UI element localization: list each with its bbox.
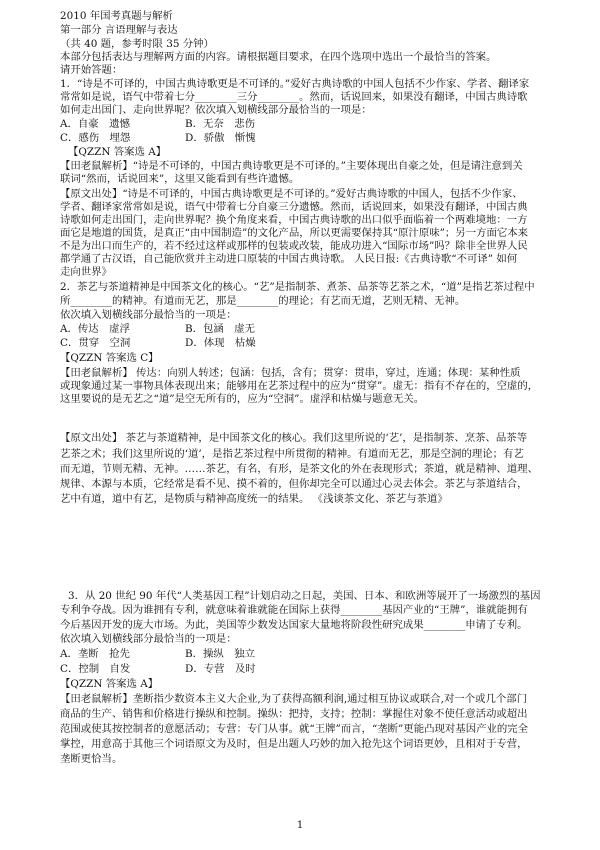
q2-explanation-line: 这里要说的是无艺之“道”是空无所有的，应为“空洞”。虚浮和枯燥与题意无关。 [60,393,425,405]
q1-answer: 【QZZN 答案选 A】 [68,146,167,158]
q1-explanation-line: 【田老鼠解析】“诗是不可译的，中国古典诗歌更是不可译的。”主要体现出自豪之处，但是请注意到关 [60,160,523,172]
q2-source-line: 而无道，节则无精、无神。……茶艺，有名，有形，是茶文化的外在表现形式；茶道，就是精神、道理、 [60,463,538,475]
q1-source-line: 走向世界》 [60,266,112,278]
q2-explanation-line: 或现象通过某一事物具体表现出来；能够用在艺茶过程中的应为“贯穿”。虚无：指有不存在的，空虚的， [60,380,539,392]
page-number: 1 [296,820,304,831]
q3-explanation-line: 掌控，用意高于其他三个词语原文为及时，但是出题人巧妙的加入抢先这个词语更妙，且相对于专营， [60,738,528,750]
q1-source-line: 学者、翻译家常常如是说，语气中带着七分自豪三分遗憾。然而，话说回来，如果没有翻译，中国古典 [60,201,528,213]
q3-stem-line: 专利争夺战。因为谁拥有专利，就意味着谁就能在国际上获得________基因产业的“王牌”，谁就能拥有 [60,604,528,616]
q3-explanation-line: 【田老鼠解析】垄断指少数资本主义大企业,为了获得高额利润,通过相互协议或联合,对一个或几个部门 [60,693,528,705]
q2-source-line: 艺中有道，道中有艺，是物质与精神高度统一的结果。 《浅谈茶文化、茶艺与茶道》 [60,493,448,505]
q2-stem-line: 所________的精神。有道而无艺，那是________的理论；有艺而无道，艺则无精、无神。 [60,295,466,307]
q3-option-d: D．专营 及时 [185,663,256,675]
q2-stem-line: 依次填入划横线部分最恰当的一项是： [60,309,237,321]
q1-source-line: 都学通了古汉语，自己能欣赏并主动进口原装的中国古典诗歌。 人民日报:《古典诗歌“不可译” 如何 [60,253,518,265]
q3-option-a: A．垄断 抢先 [60,648,130,660]
q2-answer: 【QZZN 答案选 C】 [60,352,159,364]
q1-stem-line: 如何走出国门、走向世界呢？依次填入划横线部分最恰当的一项是： [60,104,372,116]
q2-source-line: 【原文出处】 茶艺与茶道精神，是中国茶文化的核心。我们这里所说的‘艺’，是指制茶、烹茶、品茶等 [60,432,528,444]
q2-option-b: B．包涵 虚无 [185,323,255,335]
q2-source-line: 规律、本源与本质，它经常是看不见、摸不着的，但你却完全可以通过心灵去体会。茶艺与茶道结合， [60,478,528,490]
q1-option-a: A．自豪 遗憾 [60,118,130,130]
q3-option-b: B．操纵 独立 [185,648,255,660]
q1-source-line: 面它是地道的国货，是真正“由中国制造”的文化产品，所以更需要保持其“原汁原味”；另一方面它本来 [60,227,529,239]
q2-source-line: 艺茶之术；我们这里所说的‘道’，是指艺茶过程中所贯彻的精神。有道而无艺，那是空洞的理论；有艺 [60,448,524,460]
q1-stem-line: 1．“诗是不可译的，中国古典诗歌更是不可译的。”爱好古典诗歌的中国人包括不少作家、学者、翻译家 [60,78,530,90]
q2-stem-line: 2．茶艺与茶道精神是中国茶文化的核心。“艺”是指制茶、煮茶、品茶等艺茶之术，“道”是指艺茶过程中 [60,281,535,293]
q3-explanation-line: 垄断更恰当。 [60,753,123,765]
instructions: 本部分包括表达与理解两方面的内容。请根据题目要求，在四个选项中选出一个最恰当的答案。 [60,51,497,63]
q1-source-line: 【原文出处】“诗是不可译的，中国古典诗歌更是不可译的。”爱好古典诗歌的中国人，包括不少作家、 [60,188,523,200]
doc-title: 2010 年国考真题与解析 [60,10,173,22]
q2-option-c: C．贯穿 空洞 [60,337,131,349]
q3-explanation-line: 范围或使其按控制者的意愿活动；专营：专门从事。就“王牌”而言，“垄断”更能凸现对基因产业的完全 [60,723,529,735]
q2-option-a: A．传达 虚浮 [60,323,130,335]
q3-answer: 【QZZN 答案选 A】 [60,678,159,690]
q1-source-line: 不是为出口而生产的，若不经过这样或那样的包装或改装，能成功进入“国际市场”吗？除非全世界人民 [60,240,528,252]
q1-option-b: B．无奈 悲伤 [185,118,255,130]
q2-explanation-line: 【田老鼠解析】 传达：向别人转述；包涵：包括，含有；贯穿：贯串，穿过，连通；体现：某种性质 [60,367,521,379]
q1-option-c: C．感伤 埋怨 [60,132,131,144]
q3-option-c: C．控制 自发 [60,663,131,675]
q1-explanation-line: 联词“然而，话说回来”，这里又能看到有些许遗憾。 [60,173,300,185]
q3-stem-line: 3．从 20 世纪 90 年代“人类基因工程”计划启动之日起，美国、日本、和欧洲等展开了一场激烈的基因 [68,590,541,602]
q2-option-d: D．体现 枯燥 [185,337,256,349]
time-limit: （共 40 题，参考时限 35 分钟） [60,38,214,50]
q1-source-line: 诗歌如何走出国门，走向世界呢？换个角度来看，中国古典诗歌的出口似乎面临着一个两难境地：一方 [60,214,528,226]
q1-stem-line: 常常如是说，语气中带着七分________三分________。然而，话说回来，如果没有翻译，中国古典诗歌 [60,91,528,103]
q3-explanation-line: 商品的生产、销售和价格进行操纵和控制。操纵：把持，支持；控制：掌握住对象不使任意活动或超出 [60,708,528,720]
q3-stem-line: 依次填入划横线部分最恰当的一项是： [60,633,237,645]
part-heading: 第一部分 言语理解与表达 [60,24,178,36]
start-prompt: 请开始答题： [60,64,123,76]
q1-option-d: D．骄傲 惭愧 [185,132,256,144]
q3-stem-line: 今后基因开发的庞大市场。为此，美国等少数发达国家大量地将阶段性研究成果________申请了专利。 [60,619,528,631]
